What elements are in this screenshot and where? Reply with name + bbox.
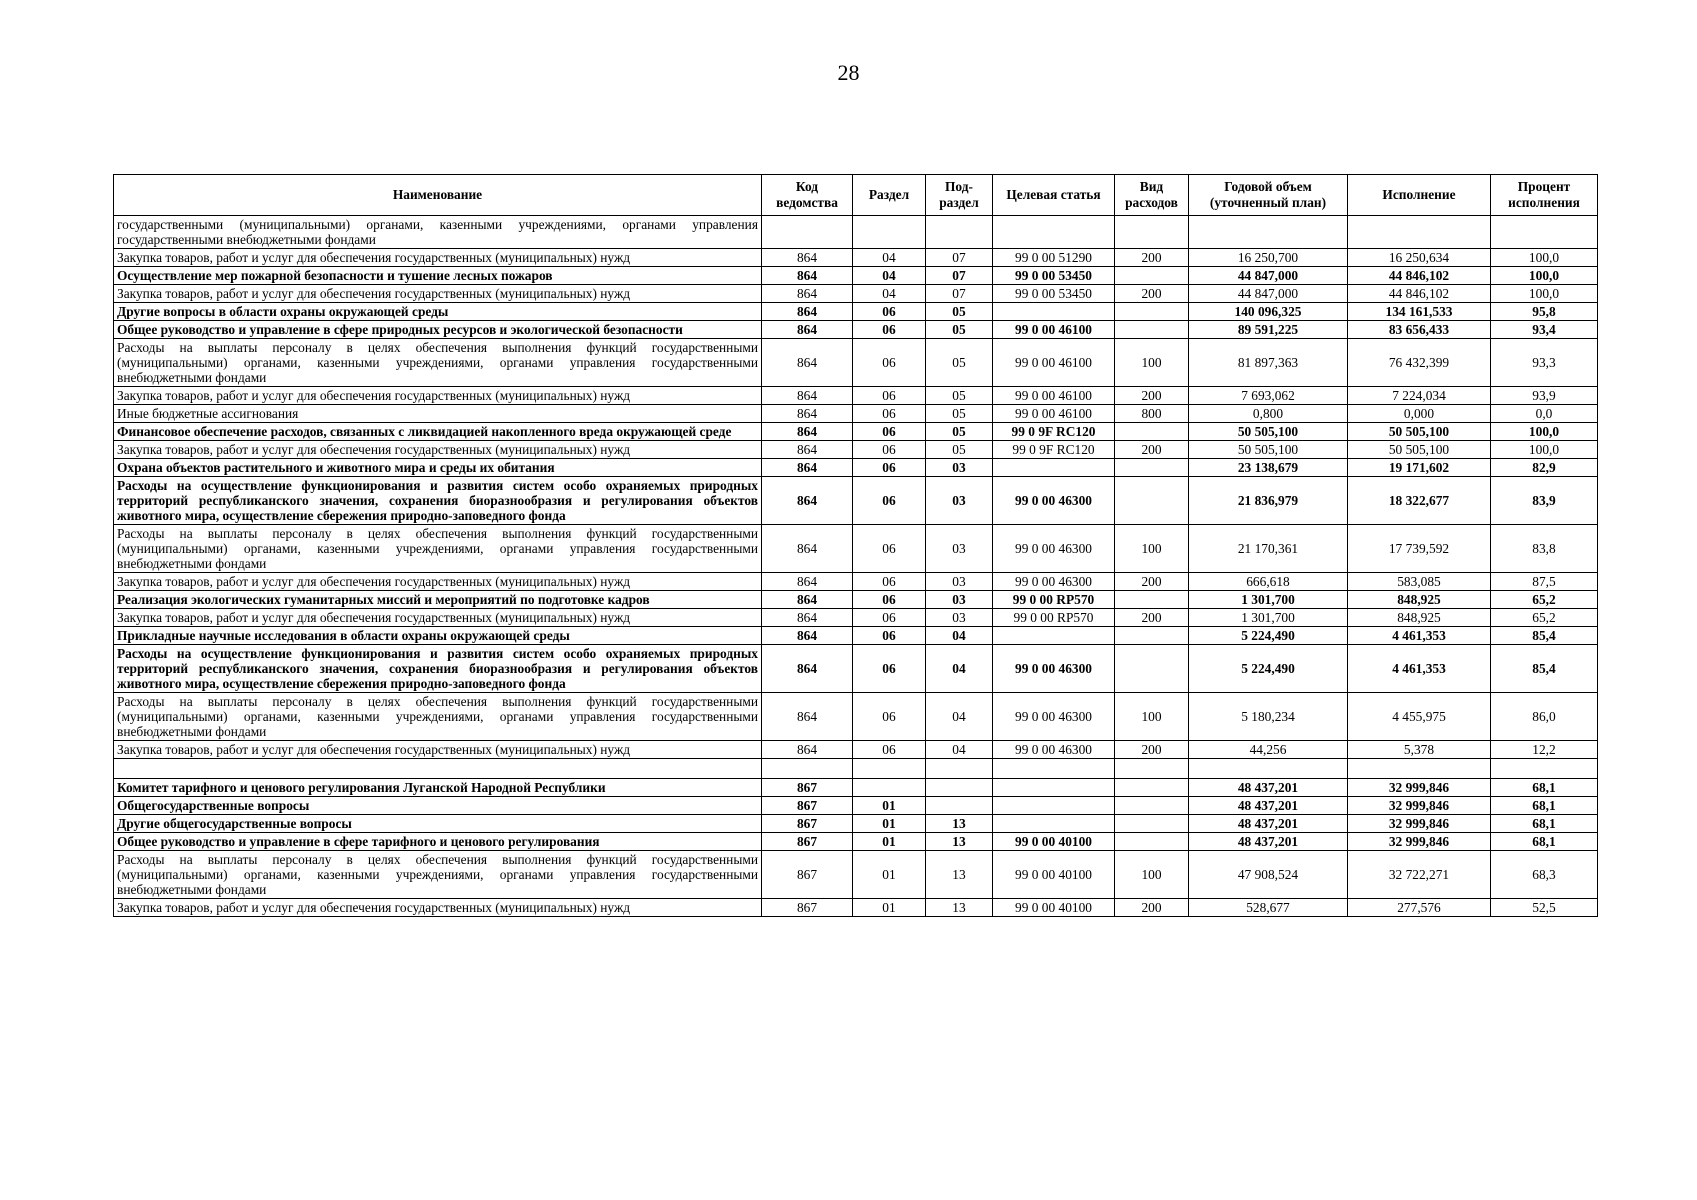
- row-name: Общегосударственные вопросы: [114, 797, 762, 815]
- row-execution-percent: 83,8: [1491, 525, 1598, 573]
- row-annual-plan: 528,677: [1189, 899, 1348, 917]
- page-number: 28: [837, 60, 860, 85]
- row-execution-percent: 100,0: [1491, 267, 1598, 285]
- row-dept-code: 864: [762, 573, 853, 591]
- row-subsection: 07: [926, 285, 993, 303]
- row-annual-plan: 44 847,000: [1189, 285, 1348, 303]
- row-section: 01: [853, 851, 926, 899]
- table-row: [114, 815, 1598, 833]
- row-name: Расходы на выплаты персоналу в целях обеспечения выполнения функций государственными (муниципальными) органами, казенными учреждениями, органами управления государственными внебюджетными фондами: [114, 851, 762, 899]
- row-name: Закупка товаров, работ и услуг для обеспечения государственных (муниципальных) нужд: [114, 441, 762, 459]
- row-subsection: 04: [926, 693, 993, 741]
- row-dept-code: 867: [762, 797, 853, 815]
- row-execution: 848,925: [1348, 591, 1491, 609]
- table-row: [114, 779, 1598, 797]
- row-execution: 18 322,677: [1348, 477, 1491, 525]
- row-target-article: [993, 459, 1115, 477]
- row-section: 06: [853, 459, 926, 477]
- table-row: [114, 267, 1598, 285]
- row-name: Осуществление мер пожарной безопасности и тушение лесных пожаров: [114, 267, 762, 285]
- row-dept-code: 864: [762, 405, 853, 423]
- row-section: 01: [853, 797, 926, 815]
- row-name: государственными (муниципальными) органами, казенными учреждениями, органами управления государственными внебюджетными фондами: [114, 216, 762, 249]
- row-annual-plan: 140 096,325: [1189, 303, 1348, 321]
- row-target-article: 99 0 00 40100: [993, 851, 1115, 899]
- row-target-article: 99 0 00 46100: [993, 321, 1115, 339]
- row-dept-code: 864: [762, 387, 853, 405]
- row-execution: 583,085: [1348, 573, 1491, 591]
- row-execution: 4 461,353: [1348, 627, 1491, 645]
- row-execution: 50 505,100: [1348, 441, 1491, 459]
- row-expense-type: [1115, 591, 1189, 609]
- table-row: [114, 759, 1598, 779]
- row-execution: 5,378: [1348, 741, 1491, 759]
- row-name: Закупка товаров, работ и услуг для обеспечения государственных (муниципальных) нужд: [114, 573, 762, 591]
- row-execution: 32 999,846: [1348, 779, 1491, 797]
- row-annual-plan: 81 897,363: [1189, 339, 1348, 387]
- row-expense-type: [1115, 477, 1189, 525]
- row-annual-plan: 48 437,201: [1189, 797, 1348, 815]
- table-row: [114, 387, 1598, 405]
- row-section: [853, 216, 926, 249]
- row-subsection: 05: [926, 423, 993, 441]
- row-target-article: [993, 797, 1115, 815]
- row-expense-type: 200: [1115, 285, 1189, 303]
- table-row: [114, 645, 1598, 693]
- row-section: 06: [853, 741, 926, 759]
- row-section: 04: [853, 249, 926, 267]
- table-row: [114, 441, 1598, 459]
- row-section: [853, 759, 926, 779]
- row-subsection: 05: [926, 321, 993, 339]
- table-row: [114, 525, 1598, 573]
- row-dept-code: 864: [762, 441, 853, 459]
- row-annual-plan: 0,800: [1189, 405, 1348, 423]
- row-subsection: 03: [926, 609, 993, 627]
- row-execution-percent: [1491, 759, 1598, 779]
- row-name: Расходы на выплаты персоналу в целях обеспечения выполнения функций государственными (муниципальными) органами, казенными учреждениями, органами управления государственными внебюджетными фондами: [114, 525, 762, 573]
- table-row: [114, 249, 1598, 267]
- row-execution-percent: 83,9: [1491, 477, 1598, 525]
- row-expense-type: 100: [1115, 339, 1189, 387]
- row-subsection: [926, 797, 993, 815]
- row-expense-type: [1115, 321, 1189, 339]
- row-expense-type: [1115, 459, 1189, 477]
- row-target-article: [993, 779, 1115, 797]
- table-row: [114, 477, 1598, 525]
- row-annual-plan: 44 847,000: [1189, 267, 1348, 285]
- row-execution-percent: 68,3: [1491, 851, 1598, 899]
- table-row: [114, 741, 1598, 759]
- table-row: [114, 423, 1598, 441]
- table-row: [114, 693, 1598, 741]
- row-expense-type: 200: [1115, 609, 1189, 627]
- row-target-article: 99 0 00 46100: [993, 339, 1115, 387]
- row-execution-percent: 95,8: [1491, 303, 1598, 321]
- table-header-row: [114, 175, 1598, 216]
- table-row: [114, 405, 1598, 423]
- row-execution: 0,000: [1348, 405, 1491, 423]
- row-annual-plan: 48 437,201: [1189, 833, 1348, 851]
- row-expense-type: [1115, 303, 1189, 321]
- row-dept-code: 864: [762, 321, 853, 339]
- row-target-article: 99 0 00 40100: [993, 833, 1115, 851]
- row-section: 06: [853, 609, 926, 627]
- table-row: [114, 459, 1598, 477]
- row-expense-type: 200: [1115, 441, 1189, 459]
- row-name: Общее руководство и управление в сфере природных ресурсов и экологической безопасности: [114, 321, 762, 339]
- row-expense-type: 200: [1115, 899, 1189, 917]
- row-target-article: [993, 216, 1115, 249]
- row-execution: 32 999,846: [1348, 797, 1491, 815]
- row-name: Расходы на осуществление функционирования и развития систем особо охраняемых природных территорий республиканского значения, сохранения биоразнообразия и регулирования объектов животного мира, осуществление сбережения природно-заповедного фонда: [114, 645, 762, 693]
- row-execution: 4 461,353: [1348, 645, 1491, 693]
- row-dept-code: 864: [762, 627, 853, 645]
- row-dept-code: 867: [762, 851, 853, 899]
- row-execution: [1348, 216, 1491, 249]
- row-execution-percent: 93,3: [1491, 339, 1598, 387]
- row-subsection: 03: [926, 477, 993, 525]
- row-execution: 19 171,602: [1348, 459, 1491, 477]
- row-target-article: 99 0 9F RC120: [993, 423, 1115, 441]
- header-target-article: Целевая статья: [993, 175, 1115, 216]
- row-name: Закупка товаров, работ и услуг для обеспечения государственных (муниципальных) нужд: [114, 249, 762, 267]
- row-annual-plan: 16 250,700: [1189, 249, 1348, 267]
- row-expense-type: [1115, 815, 1189, 833]
- row-section: 06: [853, 321, 926, 339]
- row-section: 06: [853, 693, 926, 741]
- row-section: 06: [853, 423, 926, 441]
- row-subsection: 13: [926, 815, 993, 833]
- row-dept-code: 867: [762, 779, 853, 797]
- row-annual-plan: 47 908,524: [1189, 851, 1348, 899]
- row-target-article: 99 0 00 RP570: [993, 591, 1115, 609]
- row-annual-plan: 7 693,062: [1189, 387, 1348, 405]
- row-execution: 134 161,533: [1348, 303, 1491, 321]
- header-annual-plan: Годовой объем (уточненный план): [1189, 175, 1348, 216]
- table-row: [114, 573, 1598, 591]
- row-execution: 76 432,399: [1348, 339, 1491, 387]
- row-execution-percent: 93,4: [1491, 321, 1598, 339]
- row-target-article: 99 0 00 46300: [993, 525, 1115, 573]
- row-dept-code: 864: [762, 267, 853, 285]
- row-dept-code: 864: [762, 645, 853, 693]
- row-execution-percent: 85,4: [1491, 645, 1598, 693]
- row-execution: 16 250,634: [1348, 249, 1491, 267]
- row-subsection: 04: [926, 627, 993, 645]
- row-section: 06: [853, 441, 926, 459]
- row-annual-plan: 1 301,700: [1189, 609, 1348, 627]
- row-execution: 277,576: [1348, 899, 1491, 917]
- row-execution-percent: 68,1: [1491, 833, 1598, 851]
- row-execution: 32 999,846: [1348, 815, 1491, 833]
- row-dept-code: 864: [762, 249, 853, 267]
- table-row: [114, 609, 1598, 627]
- row-name: Расходы на выплаты персоналу в целях обеспечения выполнения функций государственными (муниципальными) органами, казенными учреждениями, органами управления государственными внебюджетными фондами: [114, 339, 762, 387]
- row-name: Общее руководство и управление в сфере тарифного и ценового регулирования: [114, 833, 762, 851]
- row-subsection: 13: [926, 833, 993, 851]
- row-name: Расходы на осуществление функционирования и развития систем особо охраняемых природных территорий республиканского значения, сохранения биоразнообразия и регулирования объектов животного мира, осуществление сбережения природно-заповедного фонда: [114, 477, 762, 525]
- row-name: Финансовое обеспечение расходов, связанных с ликвидацией накопленного вреда окружающей среде: [114, 423, 762, 441]
- row-subsection: 03: [926, 573, 993, 591]
- row-execution-percent: 68,1: [1491, 797, 1598, 815]
- row-target-article: 99 0 00 46300: [993, 477, 1115, 525]
- row-section: 06: [853, 627, 926, 645]
- table-row: [114, 851, 1598, 899]
- row-target-article: 99 0 00 46100: [993, 405, 1115, 423]
- row-execution-percent: 100,0: [1491, 249, 1598, 267]
- row-annual-plan: [1189, 759, 1348, 779]
- row-dept-code: 864: [762, 339, 853, 387]
- table-row: [114, 216, 1598, 249]
- row-execution: 44 846,102: [1348, 267, 1491, 285]
- row-target-article: 99 0 9F RC120: [993, 441, 1115, 459]
- row-annual-plan: 666,618: [1189, 573, 1348, 591]
- row-annual-plan: 50 505,100: [1189, 441, 1348, 459]
- row-execution: 17 739,592: [1348, 525, 1491, 573]
- row-name: Охрана объектов растительного и животного мира и среды их обитания: [114, 459, 762, 477]
- row-section: 06: [853, 339, 926, 387]
- row-annual-plan: 48 437,201: [1189, 815, 1348, 833]
- row-expense-type: [1115, 627, 1189, 645]
- row-name: Закупка товаров, работ и услуг для обеспечения государственных (муниципальных) нужд: [114, 609, 762, 627]
- row-target-article: [993, 815, 1115, 833]
- row-expense-type: [1115, 645, 1189, 693]
- row-target-article: 99 0 00 46300: [993, 741, 1115, 759]
- row-expense-type: [1115, 216, 1189, 249]
- row-subsection: 05: [926, 441, 993, 459]
- row-expense-type: [1115, 423, 1189, 441]
- row-section: 06: [853, 645, 926, 693]
- row-expense-type: 100: [1115, 525, 1189, 573]
- row-execution: 44 846,102: [1348, 285, 1491, 303]
- row-expense-type: [1115, 759, 1189, 779]
- row-section: 06: [853, 303, 926, 321]
- row-target-article: 99 0 00 46100: [993, 387, 1115, 405]
- row-name: Другие общегосударственные вопросы: [114, 815, 762, 833]
- row-execution-percent: 68,1: [1491, 815, 1598, 833]
- table-row: [114, 591, 1598, 609]
- row-execution-percent: 12,2: [1491, 741, 1598, 759]
- row-target-article: 99 0 00 46300: [993, 645, 1115, 693]
- header-expense-type: Вид расходов: [1115, 175, 1189, 216]
- row-execution-percent: 100,0: [1491, 423, 1598, 441]
- row-target-article: 99 0 00 53450: [993, 267, 1115, 285]
- budget-execution-table: [113, 174, 1598, 917]
- row-name: Закупка товаров, работ и услуг для обеспечения государственных (муниципальных) нужд: [114, 285, 762, 303]
- row-name: Иные бюджетные ассигнования: [114, 405, 762, 423]
- row-dept-code: [762, 759, 853, 779]
- row-name: Закупка товаров, работ и услуг для обеспечения государственных (муниципальных) нужд: [114, 899, 762, 917]
- row-section: 01: [853, 899, 926, 917]
- row-annual-plan: 23 138,679: [1189, 459, 1348, 477]
- table-row: [114, 833, 1598, 851]
- row-dept-code: 864: [762, 609, 853, 627]
- row-target-article: 99 0 00 51290: [993, 249, 1115, 267]
- row-execution-percent: 85,4: [1491, 627, 1598, 645]
- row-execution-percent: 82,9: [1491, 459, 1598, 477]
- row-section: 06: [853, 387, 926, 405]
- row-execution-percent: [1491, 216, 1598, 249]
- row-execution-percent: 100,0: [1491, 441, 1598, 459]
- row-name: Прикладные научные исследования в области охраны окружающей среды: [114, 627, 762, 645]
- row-expense-type: [1115, 833, 1189, 851]
- row-subsection: 05: [926, 303, 993, 321]
- row-expense-type: 800: [1115, 405, 1189, 423]
- header-name: Наименование: [114, 175, 762, 216]
- row-annual-plan: 1 301,700: [1189, 591, 1348, 609]
- row-execution: [1348, 759, 1491, 779]
- header-subsection: Под-раздел: [926, 175, 993, 216]
- row-name: Комитет тарифного и ценового регулирования Луганской Народной Республики: [114, 779, 762, 797]
- row-section: [853, 779, 926, 797]
- row-dept-code: [762, 216, 853, 249]
- row-name: Закупка товаров, работ и услуг для обеспечения государственных (муниципальных) нужд: [114, 741, 762, 759]
- table-row: [114, 899, 1598, 917]
- table-row: [114, 339, 1598, 387]
- row-execution: 848,925: [1348, 609, 1491, 627]
- table-row: [114, 627, 1598, 645]
- row-subsection: 05: [926, 405, 993, 423]
- row-dept-code: 864: [762, 459, 853, 477]
- row-annual-plan: 50 505,100: [1189, 423, 1348, 441]
- row-subsection: 05: [926, 387, 993, 405]
- row-section: 01: [853, 833, 926, 851]
- row-expense-type: 100: [1115, 851, 1189, 899]
- row-name: [114, 759, 762, 779]
- row-target-article: [993, 627, 1115, 645]
- row-annual-plan: 5 224,490: [1189, 645, 1348, 693]
- row-expense-type: 200: [1115, 387, 1189, 405]
- row-execution: 32 722,271: [1348, 851, 1491, 899]
- row-target-article: 99 0 00 46300: [993, 693, 1115, 741]
- row-section: 06: [853, 591, 926, 609]
- row-expense-type: 200: [1115, 249, 1189, 267]
- row-execution-percent: 93,9: [1491, 387, 1598, 405]
- row-subsection: [926, 779, 993, 797]
- row-dept-code: 867: [762, 833, 853, 851]
- header-section: Раздел: [853, 175, 926, 216]
- row-target-article: [993, 303, 1115, 321]
- row-subsection: [926, 759, 993, 779]
- table-row: [114, 321, 1598, 339]
- row-section: 04: [853, 267, 926, 285]
- table-row: [114, 303, 1598, 321]
- row-execution-percent: 0,0: [1491, 405, 1598, 423]
- row-execution-percent: 52,5: [1491, 899, 1598, 917]
- row-name: Другие вопросы в области охраны окружающей среды: [114, 303, 762, 321]
- row-expense-type: [1115, 779, 1189, 797]
- row-subsection: 07: [926, 267, 993, 285]
- row-name: Реализация экологических гуманитарных миссий и мероприятий по подготовке кадров: [114, 591, 762, 609]
- row-subsection: 03: [926, 525, 993, 573]
- row-annual-plan: 5 224,490: [1189, 627, 1348, 645]
- row-execution-percent: 86,0: [1491, 693, 1598, 741]
- row-execution-percent: 65,2: [1491, 591, 1598, 609]
- row-section: 06: [853, 573, 926, 591]
- row-dept-code: 867: [762, 899, 853, 917]
- row-dept-code: 864: [762, 741, 853, 759]
- row-execution: 83 656,433: [1348, 321, 1491, 339]
- row-annual-plan: 89 591,225: [1189, 321, 1348, 339]
- row-subsection: 04: [926, 645, 993, 693]
- row-dept-code: 864: [762, 423, 853, 441]
- row-expense-type: [1115, 267, 1189, 285]
- row-target-article: 99 0 00 RP570: [993, 609, 1115, 627]
- row-dept-code: 864: [762, 525, 853, 573]
- row-expense-type: [1115, 797, 1189, 815]
- row-execution: 50 505,100: [1348, 423, 1491, 441]
- row-dept-code: 864: [762, 285, 853, 303]
- row-subsection: 13: [926, 851, 993, 899]
- table-row: [114, 285, 1598, 303]
- row-section: 06: [853, 405, 926, 423]
- row-annual-plan: 48 437,201: [1189, 779, 1348, 797]
- row-annual-plan: 21 836,979: [1189, 477, 1348, 525]
- row-section: 01: [853, 815, 926, 833]
- row-subsection: 03: [926, 459, 993, 477]
- row-annual-plan: 21 170,361: [1189, 525, 1348, 573]
- row-expense-type: 200: [1115, 573, 1189, 591]
- row-subsection: 04: [926, 741, 993, 759]
- header-dept-code: Код ведомства: [762, 175, 853, 216]
- row-execution-percent: 68,1: [1491, 779, 1598, 797]
- row-name: Расходы на выплаты персоналу в целях обеспечения выполнения функций государственными (муниципальными) органами, казенными учреждениями, органами управления государственными внебюджетными фондами: [114, 693, 762, 741]
- row-section: 06: [853, 525, 926, 573]
- row-dept-code: 867: [762, 815, 853, 833]
- row-execution-percent: 65,2: [1491, 609, 1598, 627]
- row-dept-code: 864: [762, 693, 853, 741]
- row-execution: 32 999,846: [1348, 833, 1491, 851]
- row-section: 06: [853, 477, 926, 525]
- row-subsection: 03: [926, 591, 993, 609]
- row-execution: 4 455,975: [1348, 693, 1491, 741]
- row-execution-percent: 87,5: [1491, 573, 1598, 591]
- row-subsection: [926, 216, 993, 249]
- row-dept-code: 864: [762, 591, 853, 609]
- row-annual-plan: 5 180,234: [1189, 693, 1348, 741]
- row-expense-type: 100: [1115, 693, 1189, 741]
- row-annual-plan: 44,256: [1189, 741, 1348, 759]
- table-row: [114, 797, 1598, 815]
- table-body: [114, 216, 1598, 917]
- row-target-article: 99 0 00 40100: [993, 899, 1115, 917]
- row-subsection: 07: [926, 249, 993, 267]
- row-target-article: [993, 759, 1115, 779]
- row-execution-percent: 100,0: [1491, 285, 1598, 303]
- row-section: 04: [853, 285, 926, 303]
- row-dept-code: 864: [762, 477, 853, 525]
- row-dept-code: 864: [762, 303, 853, 321]
- header-execution-percent: Процент исполнения: [1491, 175, 1598, 216]
- row-target-article: 99 0 00 46300: [993, 573, 1115, 591]
- row-target-article: 99 0 00 53450: [993, 285, 1115, 303]
- row-subsection: 13: [926, 899, 993, 917]
- row-subsection: 05: [926, 339, 993, 387]
- header-execution: Исполнение: [1348, 175, 1491, 216]
- row-name: Закупка товаров, работ и услуг для обеспечения государственных (муниципальных) нужд: [114, 387, 762, 405]
- row-annual-plan: [1189, 216, 1348, 249]
- row-expense-type: 200: [1115, 741, 1189, 759]
- row-execution: 7 224,034: [1348, 387, 1491, 405]
